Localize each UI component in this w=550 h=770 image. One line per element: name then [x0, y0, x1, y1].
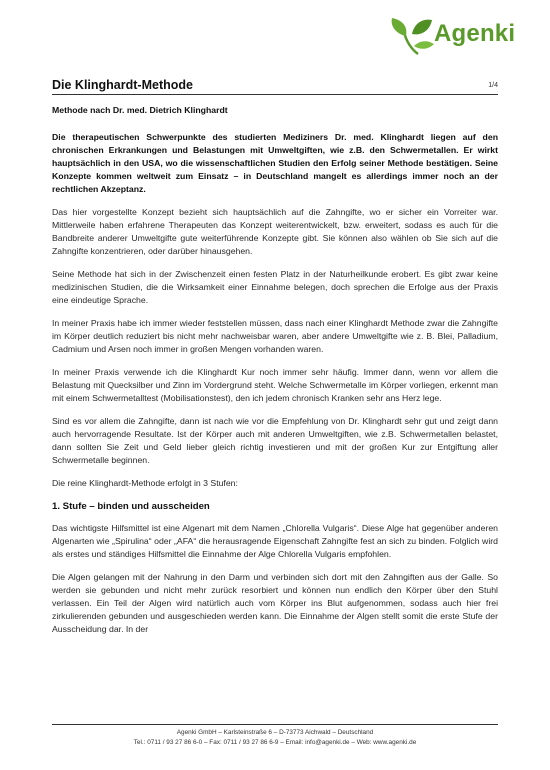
paragraph: Sind es vor allem die Zahngifte, dann ist nach wie vor die Empfehlung von Dr. Klinghardt sehr gut und zeigt dann auch hervorragende Resultate. Ist der Körper auch mit anderen Umweltgiften, wie z.B. Schwermetallen belastet, dann sollten Sie Zeit und Geld lieber gleich richtig investieren und mit der großen Kur zur Entgiftung aller Schwermetalle beginnen. [52, 416, 498, 465]
page-number: 1/4 [488, 82, 498, 89]
footer-contact: Tel.: 0711 / 93 27 86 6-0 – Fax: 0711 / 93 27 86 6-9 – Email: info@agenki.de – Web: www.agenki.de [133, 739, 417, 746]
paragraph: In meiner Praxis verwende ich die Klinghardt Kur noch immer sehr häufig. Immer dann, wenn vor allem die Belastung mit Quecksilber und Zinn im Vordergrund steht. Welche Schwermetalle im Körper vorliegen, erkennt man mit einem Schwermetalltest (Mobilisationstest), den ich jedem chronisch Kranken sehr ans Herz lege. [52, 367, 498, 403]
brand-name: Agenki [434, 20, 516, 47]
paragraph: Die Algen gelangen mit der Nahrung in den Darm und verbinden sich dort mit den Zahngiften aus der Galle. So werden sie gebunden und nicht mehr zurück resorbiert und können nun endlich den Körper über den Stuhl verlassen. Ein Teil der Algen wird natürlich auch vom Körper ins Blut aufgenommen, sodass auch hier frei zirkulierenden gebunden und ausgeschieden werden kann. Die Einnahme der Algen stellt somit die erste Stufe der Ausscheidung dar. In der [52, 572, 498, 634]
document-subtitle: Methode nach Dr. med. Dietrich Klinghardt [52, 105, 228, 115]
page-title: Die Klinghardt-Methode [52, 78, 193, 92]
footer-divider [52, 724, 498, 725]
document-body [52, 104, 498, 718]
lead-paragraph: Die therapeutischen Schwerpunkte des studierten Mediziners Dr. med. Klinghardt liegen auf den chronischen Erkrankungen und Belastungen mit Umweltgiften, wie z.B. den Schwermetallen. Er wirkt hauptsächlich in den USA, wo die wissenschaftlichen Studien den Erfolg seiner Methode bestätigen. Seine Konzepte kommen weltweit zum Einsatz – in Deutschland mangelt es allerdings immer noch an der rechtlichen Akzeptanz. [52, 132, 498, 194]
paragraph: Die reine Klinghardt-Methode erfolgt in 3 Stufen: [52, 478, 238, 488]
paragraph: Seine Methode hat sich in der Zwischenzeit einen festen Platz in der Naturheilkunde erobert. Es gibt zwar keine medizinischen Studien, die die Wirksamkeit einer Einnahme belegen, doch sprechen die Erfolge aus der Praxis eine eindeutige Sprache. [52, 269, 498, 305]
footer-address: Agenki GmbH – Karlsteinstraße 6 – D-73773 Aichwald – Deutschland [176, 729, 374, 736]
leaf-icon [388, 14, 436, 58]
paragraph: Das hier vorgestellte Konzept bezieht sich hauptsächlich auf die Zahngifte, wo er sicher ein Vorreiter war. Mittlerweile haben erfahrene Therapeuten das Konzept weiterentwickelt, bzw. erweitert, sodass es auch für die Bandbreite anderer Umweltgifte gute weiterführende Konzepte gibt. Sie können also wählen ob Sie sich auf die Zahngifte konzentrieren, oder darüber hinausgehen. [52, 207, 498, 256]
header-divider [52, 94, 498, 95]
paragraph: In meiner Praxis habe ich immer wieder feststellen müssen, dass nach einer Klinghardt Methode zwar die Zahngifte im Körper deutlich reduziert bis nicht mehr nachweisbar waren, aber andere Umweltgifte wie z. B. Blei, Palladium, Cadmium und Arsen noch immer in großen Mengen vorhanden waren. [52, 318, 498, 354]
paragraph: Das wichtigste Hilfsmittel ist eine Algenart mit dem Namen „Chlorella Vulgaris“. Diese Alge hat gegenüber anderen Algenarten wie „Spirulina“ oder „AFA“ die herausragende Eigenschaft Zahngifte fest an sich zu binden. Folglich wird als erstes und ständiges Hilfsmittel die Einnahme der Alge Chlorella Vulgaris empfohlen. [52, 523, 498, 559]
brand-logo [388, 14, 538, 58]
section-heading: 1. Stufe – binden und ausscheiden [52, 501, 210, 512]
